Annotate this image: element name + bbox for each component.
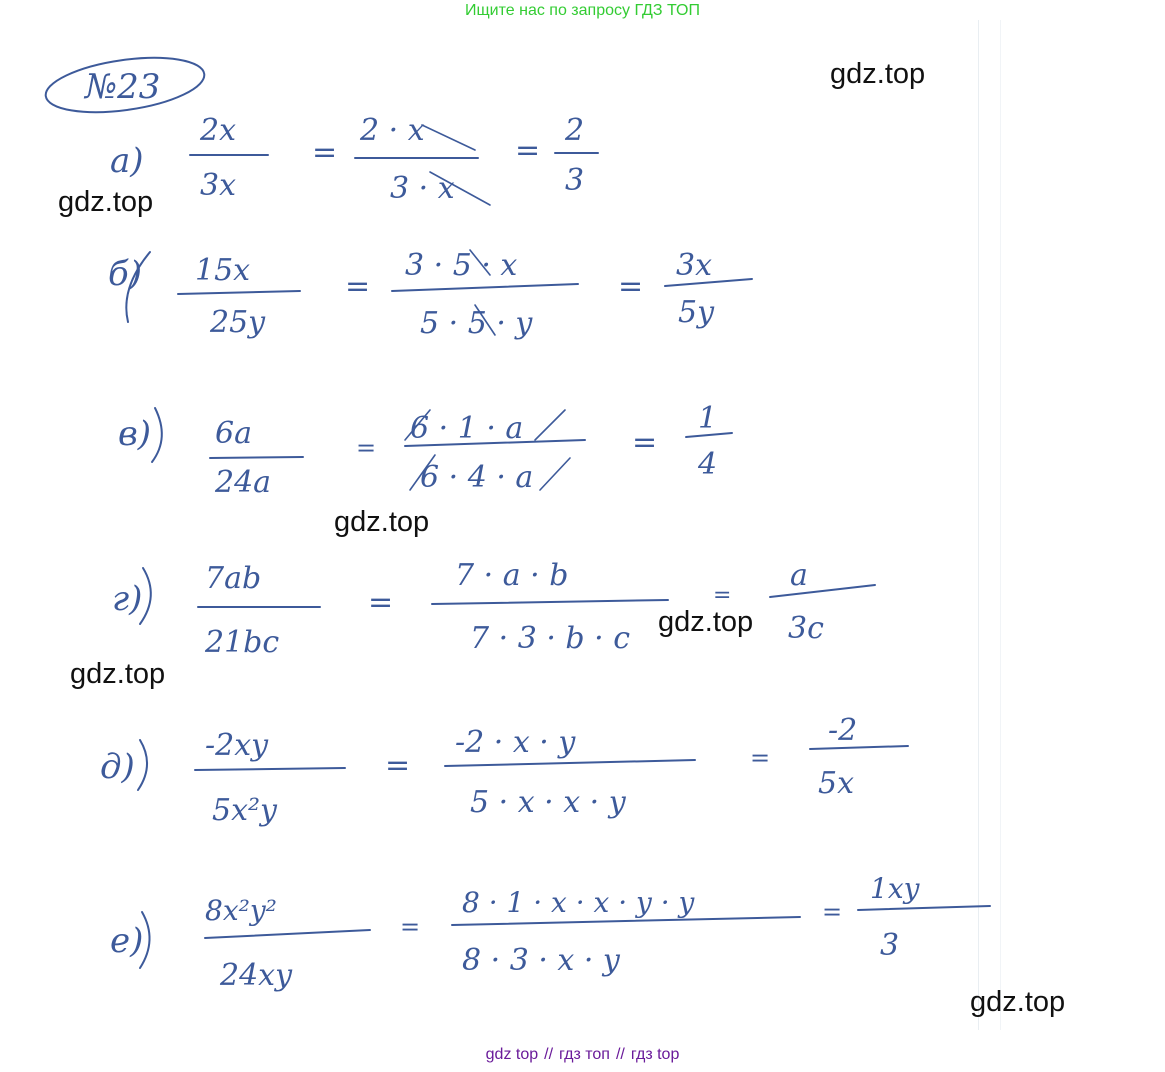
part-a bbox=[110, 113, 598, 206]
footer-link-gdz-top-mixed[interactable]: гдз top bbox=[630, 1046, 680, 1063]
part-c-denominator: 24a bbox=[215, 465, 272, 500]
part-c-equals-2: = bbox=[632, 425, 658, 460]
part-c bbox=[118, 401, 732, 500]
part-c-cancel-top-a bbox=[535, 410, 565, 440]
watermark: gdz.top bbox=[58, 186, 154, 218]
part-e-denominator: 5x²y bbox=[212, 793, 277, 828]
part-a-mid-denominator: 3 · x bbox=[390, 171, 455, 206]
watermark: gdz.top bbox=[70, 658, 166, 690]
part-a-equals-2: = bbox=[515, 133, 541, 168]
part-c-numerator: 6a bbox=[215, 416, 252, 451]
part-f-denominator: 24xy bbox=[220, 958, 293, 993]
part-f-mid-denominator: 8 · 3 · x · y bbox=[462, 943, 620, 978]
part-d-result-denominator: 3c bbox=[788, 611, 824, 646]
part-e-result-numerator: -2 bbox=[828, 713, 858, 748]
part-f-mid-numerator: 8 · 1 · x · x · y · y bbox=[462, 886, 695, 919]
part-a-cancel-top bbox=[422, 125, 475, 150]
part-d-label: г) bbox=[112, 579, 143, 619]
watermark: gdz.top bbox=[658, 606, 754, 638]
part-d-mid-numerator: 7 · a · b bbox=[455, 558, 569, 593]
part-e-result-bar bbox=[810, 746, 908, 749]
part-e-equals-2: = bbox=[750, 744, 771, 772]
part-c-mid-denominator: 6 · 4 · a bbox=[420, 460, 534, 495]
part-e-paren bbox=[138, 740, 147, 790]
part-d-mid-bar bbox=[432, 600, 668, 604]
part-c-label: в) bbox=[118, 414, 152, 454]
part-b-result-numerator: 3x bbox=[676, 248, 713, 283]
part-e-mid-denominator: 5 · x · x · y bbox=[470, 785, 626, 820]
top-banner: Ищите нас по запросу ГДЗ ТОП bbox=[465, 2, 700, 19]
part-f-label: е) bbox=[110, 921, 144, 961]
part-d-denominator: 21bc bbox=[205, 625, 280, 660]
part-a-result-numerator: 2 bbox=[565, 113, 585, 148]
part-e-equals-1: = bbox=[385, 748, 411, 783]
part-e bbox=[100, 713, 908, 828]
part-b-denominator: 25y bbox=[210, 305, 266, 340]
part-b-mid-numerator: 3 · 5 · x bbox=[405, 248, 518, 283]
part-e-numerator: -2xy bbox=[205, 728, 269, 763]
part-d-result-numerator: a bbox=[790, 558, 808, 593]
part-e-mid-numerator: -2 · x · y bbox=[455, 725, 576, 760]
part-f-fraction-bar bbox=[205, 930, 370, 938]
part-a-denominator: 3x bbox=[200, 168, 237, 203]
part-a-numerator: 2x bbox=[200, 113, 237, 148]
footer-link-gdz-top-ru[interactable]: гдз топ bbox=[559, 1046, 610, 1063]
watermark: gdz.top bbox=[830, 58, 926, 90]
part-d-result-bar bbox=[770, 585, 875, 597]
part-d-equals-1: = bbox=[368, 585, 394, 620]
part-b-mid-denominator: 5 · 5 · y bbox=[420, 306, 533, 341]
part-b bbox=[108, 248, 752, 341]
part-b-equals-1: = bbox=[345, 269, 371, 304]
part-e-mid-bar bbox=[445, 760, 695, 766]
watermark: gdz.top bbox=[334, 506, 430, 538]
part-f-numerator: 8x²y² bbox=[205, 894, 277, 927]
part-e-label: д) bbox=[100, 747, 135, 787]
part-d bbox=[112, 558, 875, 660]
part-a-result-denominator: 3 bbox=[565, 163, 585, 198]
part-b-equals-2: = bbox=[618, 269, 644, 304]
part-a-label: а) bbox=[110, 141, 144, 181]
part-c-mid-numerator: 6 · 1 · a bbox=[410, 411, 524, 446]
part-a-equals-1: = bbox=[312, 135, 338, 170]
problem-number: №23 bbox=[85, 67, 161, 107]
part-b-numerator: 15x bbox=[195, 253, 251, 288]
part-c-fraction-bar bbox=[210, 457, 303, 458]
part-a-mid-numerator: 2 · x bbox=[360, 113, 425, 148]
part-e-fraction-bar bbox=[195, 768, 345, 770]
part-f-result-numerator: 1xy bbox=[870, 872, 920, 905]
part-b-result-denominator: 5y bbox=[678, 295, 715, 330]
part-f-result-bar bbox=[858, 906, 990, 910]
bottom-banner bbox=[0, 1046, 1165, 1064]
part-f-equals-2: = bbox=[822, 898, 843, 926]
part-f-result-denominator: 3 bbox=[880, 928, 900, 963]
part-d-mid-denominator: 7 · 3 · b · c bbox=[470, 621, 631, 656]
part-f bbox=[110, 872, 990, 993]
watermark: gdz.top bbox=[970, 986, 1066, 1018]
part-c-result-numerator: 1 bbox=[698, 401, 718, 436]
part-e-result-denominator: 5x bbox=[818, 766, 855, 801]
part-c-result-denominator: 4 bbox=[698, 447, 718, 482]
part-b-label: б) bbox=[108, 254, 143, 294]
footer-separator: // bbox=[615, 1046, 625, 1063]
part-b-fraction-bar bbox=[178, 291, 300, 294]
part-b-mid-bar bbox=[392, 284, 578, 291]
part-d-numerator: 7ab bbox=[205, 561, 262, 596]
footer-separator: // bbox=[544, 1046, 554, 1063]
part-c-cancel-bottom-a bbox=[540, 458, 570, 490]
part-c-paren bbox=[152, 408, 162, 462]
part-c-equals-1: = bbox=[356, 434, 377, 462]
part-d-equals-2: = bbox=[713, 583, 732, 608]
footer-link-gdz-top[interactable]: gdz top bbox=[485, 1046, 539, 1063]
part-f-equals-1: = bbox=[400, 913, 421, 941]
